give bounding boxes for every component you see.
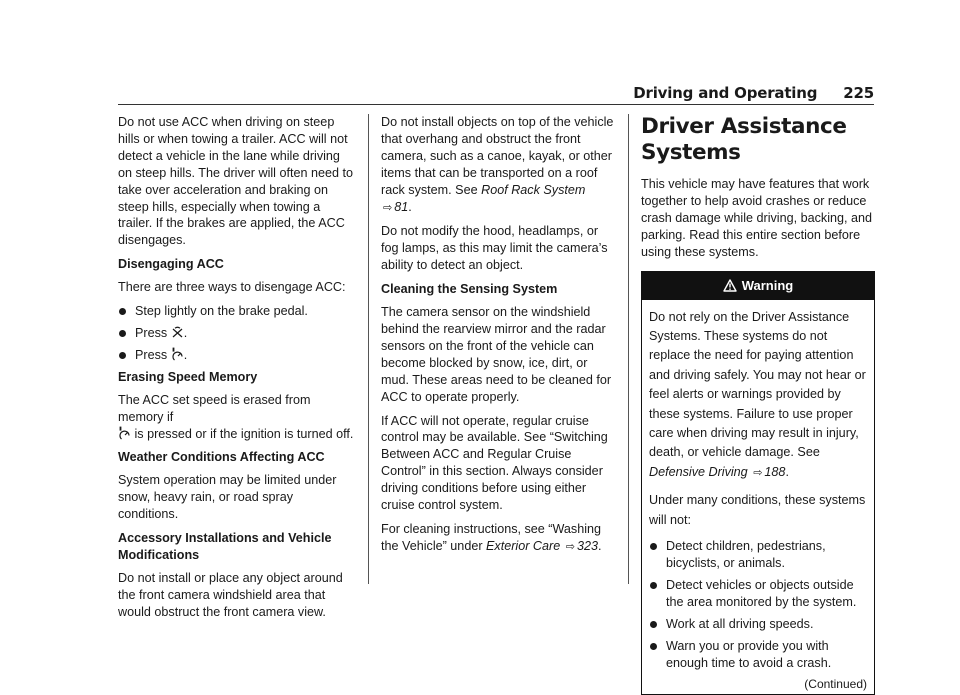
page-header [633,84,874,102]
paragraph: Do not modify the hood, headlamps, or fog lamps, as this may limit the camera’s ability to detect an object. [381,224,608,273]
bullet-icon [650,582,657,589]
section-title: Driver Assistance Systems [641,114,847,165]
list-item: Detect children, pedestrians, bicyclists, or animals. [649,538,867,572]
subheading-disengaging-acc: Disengaging ACC [118,257,224,272]
list-item: Press . [118,325,356,342]
subheading-weather-conditions: Weather Conditions Affecting ACC [118,450,325,465]
paragraph: Under many conditions, these systems will not: [649,493,866,527]
header-section-title: Driving and Operating [633,84,818,102]
list-item: Step lightly on the brake pedal. [118,303,356,320]
warning-box [641,271,875,695]
bullet-icon [650,621,657,628]
paragraph: Do not install or place any object around the front camera windshield area that would obstruct the front camera view. [118,570,343,619]
column-2 [381,114,615,563]
paragraph: The ACC set speed is erased from memory if is pressed or if the ignition is turned off. [118,392,354,441]
bullet-icon [119,352,126,359]
paragraph: System operation may be limited under snow, heavy rain, or road spray conditions. [118,473,337,522]
paragraph: Do not install objects on top of the vehicle that overhang and obstruct the front camera, such as a canoe, kayak, or other items that can be transported on a roof rack system. See Roof Rack System ⇨ 81. [381,115,614,214]
paragraph: The camera sensor on the windshield behind the rearview mirror and the radar sensors on the front of the vehicle can become blocked by snow, ice, dirt, or mud. These areas need to be cleaned for ACC to operate properly. [381,305,612,404]
list-item: Detect vehicles or objects outside the area monitored by the system. [649,577,867,611]
list-item: Press . [118,347,356,364]
page-reference-arrow-icon: ⇨ [753,466,763,479]
cruise-on-off-icon [118,426,131,440]
paragraph: This vehicle may have features that work together to help avoid crashes or reduce crash damage while driving, backing, and parking. Read this entire section before using these systems. [641,177,873,259]
paragraph: If ACC will not operate, regular cruise control may be available. See “Switching Between ACC and Regular Cruise Control” in this section. Always consider driving conditions before using either cruise control system. [381,413,608,513]
cross-reference-link[interactable]: Roof Rack System [481,182,586,197]
paragraph: For cleaning instructions, see “Washing the Vehicle” under Exterior Care ⇨ 323. [381,521,602,553]
column-3 [641,114,875,695]
warning-triangle-icon [723,274,737,302]
warning-body [642,300,874,694]
cruise-cancel-icon [171,325,184,339]
page-number: 225 [843,84,874,102]
bullet-icon [650,643,657,650]
cross-reference-link[interactable]: Exterior Care [486,538,561,553]
paragraph: Do not use ACC when driving on steep hills or when towing a trailer. ACC will not detect a vehicle in the lane while driving on steep hills. The driver will often need to take over acceleration and braking on steep hills, especially when towing a trailer. If the brakes are applied, the ACC disengages. [118,115,353,248]
warning-header [642,272,874,300]
cruise-on-off-icon [171,347,184,361]
bullet-icon [650,543,657,550]
bullet-icon [119,308,126,315]
continued-label: (Continued) [804,677,867,691]
column-divider [368,114,369,584]
cross-reference-page[interactable]: 323 [576,538,598,553]
warning-label: Warning [741,277,794,293]
page-reference-arrow-icon: ⇨ [383,201,393,214]
cross-reference-page[interactable]: 188 [764,464,786,479]
cross-reference-page[interactable]: 81 [394,199,409,214]
header-rule [118,104,874,105]
list-item: Work at all driving speeds. [649,616,867,633]
paragraph: There are three ways to disengage ACC: [118,280,346,295]
bullet-icon [119,330,126,337]
paragraph: Do not rely on the Driver Assistance Systems. These systems do not replace the need for paying attention and driving safely. You may not hear or feel alerts or warnings provided by these systems. Failure to use proper care when driving may result in injury, death, or vehicle damage. See Defensive Driving ⇨ 188. [649,309,866,479]
column-1 [118,114,356,628]
cross-reference-link[interactable]: Defensive Driving [649,464,748,479]
subheading-erasing-speed-memory: Erasing Speed Memory [118,369,258,384]
column-divider [628,114,629,584]
list-item: Warn you or provide you with enough time to avoid a crash. [649,638,867,672]
subheading-accessory-installations: Accessory Installations and Vehicle Modifications [118,531,332,562]
page-reference-arrow-icon: ⇨ [565,540,575,553]
subheading-cleaning-sensing-system: Cleaning the Sensing System [381,282,558,297]
